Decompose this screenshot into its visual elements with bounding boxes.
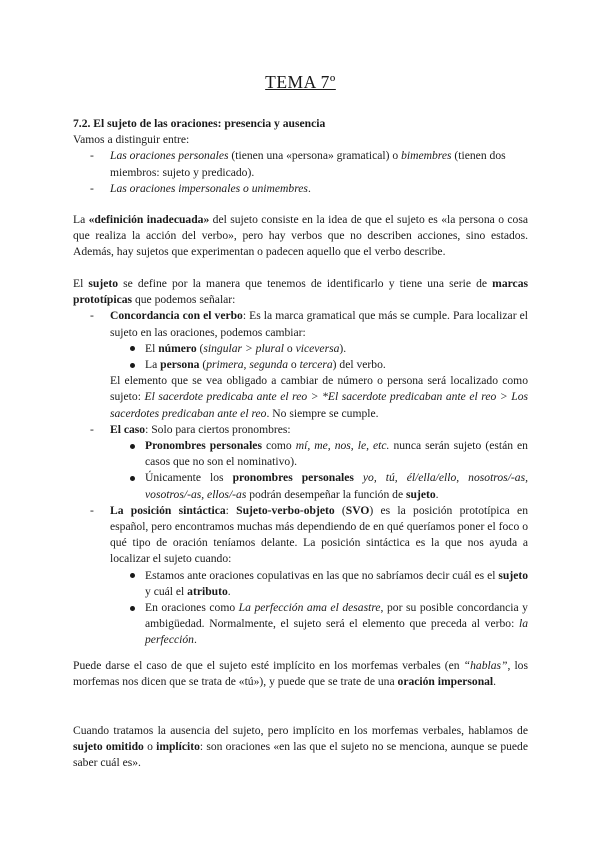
concordancia-note: El elemento que se vea obligado a cambiar de número o persona será localizado como sujeto: El sacerdote predicaba ante el reo > *El sacerdote predicaban ante el reo > Los sacerdotes predicaban ante el reo. No siempre se cumple. bbox=[110, 374, 528, 420]
list-item: El número (singular > plural o viceversa). bbox=[110, 341, 528, 357]
list-item: - Las oraciones personales (tienen una «persona» gramatical) o bimembres (tienen dos miembros: sujeto y predicado). bbox=[73, 148, 528, 180]
list-item: - Las oraciones impersonales o unimembres. bbox=[73, 181, 528, 197]
list-item-concordancia: - Concordancia con el verbo: Es la marca gramatical que más se cumple. Para localizar el sujeto en las oraciones, podemos cambiar: El número (singular > plural o viceversa). La persona (primera, segunda o tercera) del verbo. El elemento que se vea obligado a cambiar de número o persona será localizado como sujeto: El sacerdote predicaba ante el reo > *El sacerdote predicaban ante el reo > Los sacerdotes predicaban ante el reo. No siempre se cumple. bbox=[73, 308, 528, 421]
marcas-section bbox=[73, 276, 528, 649]
section-intro: Vamos a distinguir entre: bbox=[73, 133, 190, 147]
paragraph-definicion: La «definición inadecuada» del sujeto consiste en la idea de que el sujeto es «la persona o cosa que realiza la acción del verbo», pero hay verbos que no describen acciones, sino estados. Además, hay sujetos que experimentan o padecen aquello que el verbo describe. bbox=[73, 213, 528, 259]
paragraph-omitido: Cuando tratamos la ausencia del sujeto, pero implícito en los morfemas verbales, hablamos de sujeto omitido o implícito: son oraciones «en las que el sujeto no se menciona, aunque se puede saber cuál es». bbox=[73, 724, 529, 770]
list-item-posicion: - La posición sintáctica: Sujeto-verbo-objeto (SVO) es la posición prototípica en español, pero encontramos muchas más dependiendo de en qué queríamos poner el foco o qué tipo de oración teníamos delante. La posición sintáctica es la que nos ayuda a localizar el sujeto cuando: Estamos ante oraciones copulativas en las que no sabríamos decir cuál es el sujeto y cuál el atributo. En oraciones como La perfección ama el desastre, por su posible concordancia y ambigüedad. Normalmente, el sujeto será el elemento que preceda al verbo: la perfección. bbox=[73, 503, 528, 649]
list-item: Pronombres personales como mí, me, nos, le, etc. nunca serán sujeto (están en casos que no son el nominativo). bbox=[110, 438, 528, 470]
paragraph-sujeto: El sujeto se define por la manera que tenemos de identificarlo y tiene una serie de marcas prototípicas que podemos señalar: bbox=[73, 277, 529, 307]
sentence-types-list bbox=[73, 148, 528, 197]
list-item: En oraciones como La perfección ama el desastre, por su posible concordancia y ambigüedad. Normalmente, el sujeto será el elemento que preceda al verbo: la perfección. bbox=[110, 600, 528, 649]
paragraph-implicito: Puede darse el caso de que el sujeto esté implícito en los morfemas verbales (en “hablas”, los morfemas nos dicen que se trata de «tú»), y puede que se trate de una oración impersonal. bbox=[73, 659, 528, 689]
section-heading: 7.2. El sujeto de las oraciones: presencia y ausencia bbox=[73, 117, 326, 130]
section-7-2 bbox=[73, 116, 528, 197]
page-title: TEMA 7º bbox=[265, 72, 336, 92]
list-item: Únicamente los pronombres personales yo, tú, él/ella/ello, nosotros/-as, vosotros/-as, ellos/-as podrán desempeñar la función de sujeto. bbox=[110, 470, 528, 502]
list-item-caso: - El caso: Solo para ciertos pronombres: Pronombres personales como mí, me, nos, le, etc. nunca serán sujeto (están en casos que no son el nominativo). Únicamente los pronombres personales yo, tú, él/ella/ello, nosotros/-as, vosotros/-as, ellos/-as podrán desempeñar la función de sujeto. bbox=[73, 422, 528, 503]
marcas-list bbox=[73, 308, 528, 648]
list-item: Estamos ante oraciones copulativas en las que no sabríamos decir cuál es el sujeto y cuál el atributo. bbox=[110, 568, 528, 600]
list-item: La persona (primera, segunda o tercera) del verbo. bbox=[110, 357, 528, 373]
